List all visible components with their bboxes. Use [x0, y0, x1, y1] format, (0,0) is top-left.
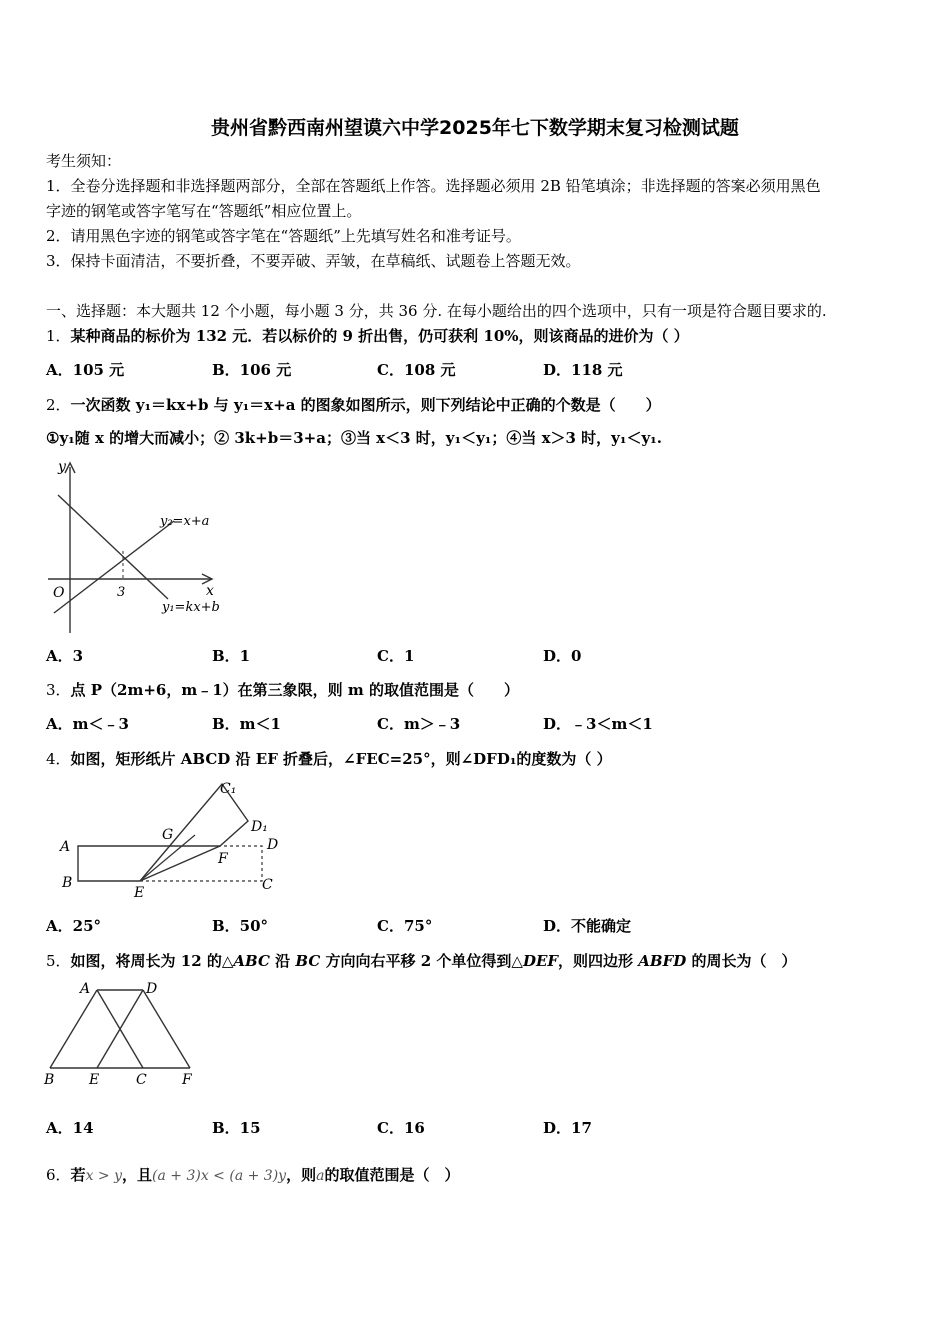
- question-text: 一次函数 y₁＝kx+b 与 y₁＝x+a 的图象如图所示，则下列结论中正确的个数是（ ）: [70, 396, 661, 414]
- question-2: [46, 395, 661, 415]
- vertex-d: D: [146, 981, 158, 997]
- vertex-d1: D₁: [251, 819, 268, 835]
- q1-option-c[interactable]: C．108 元: [377, 361, 456, 379]
- q4-option-b[interactable]: B．50°: [212, 917, 269, 935]
- question-text-part: 的取值范围是（ ）: [324, 1166, 460, 1184]
- vertex-e: E: [89, 1072, 100, 1088]
- question-text-part: 方向向右平移 2 个单位得到△: [320, 952, 523, 970]
- question-number: 2．: [46, 396, 71, 414]
- vertex-e: E: [134, 885, 145, 901]
- question-number: 3．: [46, 681, 71, 699]
- quadrilateral-abfd: ABFD: [638, 952, 687, 970]
- question-text-part: ，则: [286, 1166, 317, 1184]
- question-number: 1．: [46, 327, 71, 345]
- question-4: [46, 749, 612, 769]
- vertex-d: D: [267, 837, 279, 853]
- x-axis-label: x: [206, 583, 214, 599]
- question-text-part: 沿: [269, 952, 296, 970]
- q3-option-c[interactable]: C．m＞﹣3: [377, 715, 461, 733]
- q5-option-a[interactable]: A．14: [46, 1119, 94, 1137]
- vertex-c: C: [136, 1072, 147, 1088]
- math-expr-inequality: (a + 3)x < (a + 3)y: [152, 1168, 287, 1184]
- question-text-part: ，则四边形: [558, 952, 639, 970]
- q5-option-d[interactable]: D．17: [543, 1119, 592, 1137]
- question-text: 某种商品的标价为 132 元．若以标价的 9 折出售，仍可获利 10%，则该商品的进价为（ ）: [70, 327, 689, 345]
- q2-option-c[interactable]: C．1: [377, 647, 415, 665]
- math-expr-x-gt-y: x > y: [85, 1168, 122, 1184]
- vertex-b: B: [62, 875, 73, 891]
- line-y1-label: y₁=kx+b: [162, 600, 220, 615]
- page-title: 贵州省黔西南州望谟六中学2025年七下数学期末复习检测试题: [211, 117, 739, 139]
- question-text-part: ，且: [122, 1166, 153, 1184]
- question-5: [46, 951, 797, 971]
- vertex-a: A: [60, 839, 71, 855]
- q4-option-a[interactable]: A．25°: [46, 917, 102, 935]
- line-y2-label: y₂=x+a: [160, 514, 210, 529]
- question-text: 如图，矩形纸片 ABCD 沿 EF 折叠后，∠FEC=25°，则∠DFD₁的度数为（ ）: [70, 750, 612, 768]
- vertex-a: A: [80, 981, 91, 997]
- q5-option-b[interactable]: B．15: [212, 1119, 261, 1137]
- q4-folded-rectangle-figure: [50, 775, 290, 903]
- q2-option-d[interactable]: D．0: [543, 647, 582, 665]
- q4-option-d[interactable]: D．不能确定: [543, 917, 632, 935]
- q2-conditions: ①y₁随 x 的增大而减小；② 3k+b＝3+a；③当 x＜3 时，y₁＜y₁；④当 x＞3 时，y₁＜y₁.: [46, 429, 662, 447]
- q2-function-graph: [44, 455, 234, 637]
- question-3: [46, 680, 519, 700]
- q1-option-a[interactable]: A．105 元: [46, 361, 125, 379]
- q4-option-c[interactable]: C．75°: [377, 917, 433, 935]
- question-number: 6．: [46, 1166, 71, 1184]
- q3-option-a[interactable]: A．m＜﹣3: [46, 715, 129, 733]
- q5-option-c[interactable]: C．16: [377, 1119, 425, 1137]
- question-text-part: 的周长为（ ）: [686, 952, 797, 970]
- vertex-f: F: [218, 851, 228, 867]
- tick-label-3: 3: [117, 585, 126, 600]
- notice-heading: 考生须知：: [46, 152, 122, 170]
- question-1: [46, 326, 689, 346]
- vertex-f: F: [182, 1072, 192, 1088]
- q3-option-b[interactable]: B．m＜1: [212, 715, 281, 733]
- notice-item-3: 3．保持卡面清洁，不要折叠，不要弄破、弄皱，在草稿纸、试题卷上答题无效。: [46, 252, 581, 270]
- q3-option-d[interactable]: D．﹣3＜m＜1: [543, 715, 653, 733]
- notice-item-2: 2．请用黑色字迹的钢笔或答字笔在“答题纸”上先填写姓名和准考证号。: [46, 227, 521, 245]
- q1-option-d[interactable]: D．118 元: [543, 361, 623, 379]
- question-6: [46, 1165, 459, 1186]
- triangle-abc: ABC: [233, 952, 270, 970]
- math-expr-a: a: [316, 1168, 325, 1184]
- notice-item-1-line-1: 1．全卷分选择题和非选择题两部分，全部在答题纸上作答。选择题必须用 2B 铅笔填涂；非选择题的答案必须用黑色: [46, 177, 821, 195]
- question-text-part: 若: [70, 1166, 86, 1184]
- vertex-b: B: [44, 1072, 55, 1088]
- question-number: 5．: [46, 952, 71, 970]
- vertex-c1: C₁: [220, 781, 237, 797]
- q1-option-b[interactable]: B．106 元: [212, 361, 292, 379]
- section-heading: 一、选择题：本大题共 12 个小题，每小题 3 分，共 36 分. 在每小题给出的四个选项中，只有一项是符合题目要求的.: [46, 302, 827, 320]
- segment-bc: BC: [295, 952, 321, 970]
- question-text: 点 P（2m+6，m﹣1）在第三象限，则 m 的取值范围是（ ）: [70, 681, 519, 699]
- origin-label: O: [53, 585, 65, 601]
- q2-option-a[interactable]: A．3: [46, 647, 84, 665]
- question-number: 4．: [46, 750, 71, 768]
- q2-option-b[interactable]: B．1: [212, 647, 251, 665]
- vertex-g: G: [162, 827, 174, 843]
- vertex-c: C: [262, 877, 273, 893]
- triangle-def: DEF: [522, 952, 559, 970]
- q5-translated-triangles-figure: [40, 978, 210, 1088]
- notice-item-1-line-2: 字迹的钢笔或答字笔写在“答题纸”相应位置上。: [46, 202, 362, 220]
- y-axis-label: y: [58, 459, 66, 475]
- question-text-part: 如图，将周长为 12 的△: [70, 952, 234, 970]
